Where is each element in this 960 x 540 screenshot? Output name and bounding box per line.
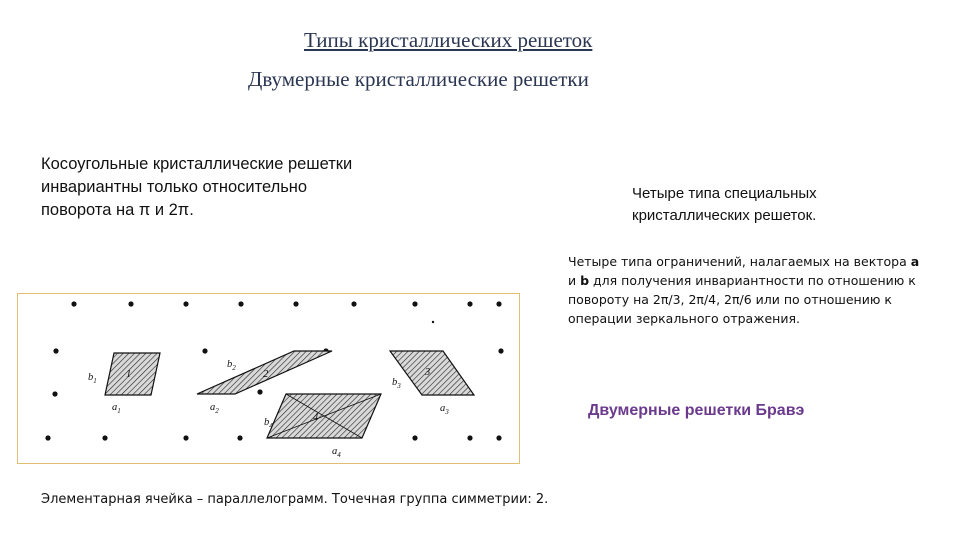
vector-label-main: b [88, 372, 94, 383]
cell-label: 3 [425, 367, 431, 378]
vector-label-b3 [392, 377, 401, 390]
constraints-text-part: для получения инвариантности по отношению к повороту на 2π/3, 2π/4, 2π/6 или по отношению к операции зеркального отражения. [568, 273, 916, 326]
vector-label-sub: 1 [117, 407, 121, 415]
lattice-point [412, 301, 417, 306]
cell-label: 4 [313, 412, 319, 423]
vector-label-main: b [227, 359, 233, 370]
lattice-point [238, 301, 243, 306]
bravais-lattices-heading: Двумерные решетки Бравэ [588, 402, 805, 419]
vector-label-sub: 2 [232, 364, 236, 372]
vector-label-b2 [227, 359, 236, 372]
vector-label-main: a [332, 446, 338, 457]
lattice-point [52, 391, 57, 396]
constraints-text-part: и [568, 273, 581, 288]
lattice-point [293, 301, 298, 306]
unit-cell-3 [390, 351, 474, 395]
lattice-point [45, 435, 50, 440]
lattice-point [351, 301, 356, 306]
vector-label-a4 [332, 446, 341, 459]
lattice-point [467, 301, 472, 306]
vector-label-main: b [392, 377, 398, 388]
special-lattices-heading: Четыре типа специальных кристаллических решеток. [632, 185, 817, 224]
cell-label: 1 [126, 369, 132, 380]
lattice-point [102, 435, 107, 440]
vector-label-main: b [264, 417, 270, 428]
vector-label-sub: 3 [397, 382, 401, 390]
vector-label-b1 [88, 372, 97, 385]
vector-label-sub: 3 [445, 408, 449, 416]
vector-a-label: a [910, 254, 920, 269]
lattice-point [53, 348, 58, 353]
lattice-point [432, 321, 434, 323]
vector-label-a3 [440, 403, 449, 416]
vector-label-sub: 4 [269, 422, 273, 430]
lattice-point [183, 301, 188, 306]
lattice-point [412, 435, 417, 440]
vector-b-label: b [580, 273, 590, 288]
lattice-point [183, 435, 188, 440]
lattice-point [496, 301, 501, 306]
lattice-point [202, 348, 207, 353]
lattice-point [498, 348, 503, 353]
lattice-point [496, 435, 501, 440]
lattice-figure [17, 293, 520, 464]
vector-label-a2 [210, 402, 219, 415]
figure-caption: Элементарная ячейка – параллелограмм. Точечная группа симметрии: 2. [41, 492, 549, 507]
vector-label-main: a [112, 402, 118, 413]
vector-label-sub: 4 [337, 451, 341, 459]
cell-label: 2 [263, 369, 269, 380]
vector-label-sub: 1 [93, 377, 97, 385]
lattice-point [467, 435, 472, 440]
lattice-point [237, 435, 242, 440]
slide-title: Типы кристаллических решеток [304, 28, 593, 52]
lattice-point [257, 389, 262, 394]
vector-label-main: a [210, 402, 216, 413]
lattice-point [128, 301, 133, 306]
lattice-point [71, 301, 76, 306]
oblique-lattice-text: Косоугольные кристаллические решетки инвариантны только относительно поворота на π и 2π. [41, 155, 353, 219]
vector-label-a1 [112, 402, 121, 415]
unit-cell-1 [105, 353, 160, 395]
slide-subtitle: Двумерные кристаллические решетки [248, 67, 589, 91]
vector-label-main: a [440, 403, 446, 414]
lattice-diagram [18, 294, 519, 463]
constraints-text-part: Четыре типа ограничений, налагаемых на вектора [568, 254, 911, 269]
vector-label-sub: 2 [215, 407, 219, 415]
vector-label-b4 [264, 417, 273, 430]
constraints-text [568, 252, 928, 328]
